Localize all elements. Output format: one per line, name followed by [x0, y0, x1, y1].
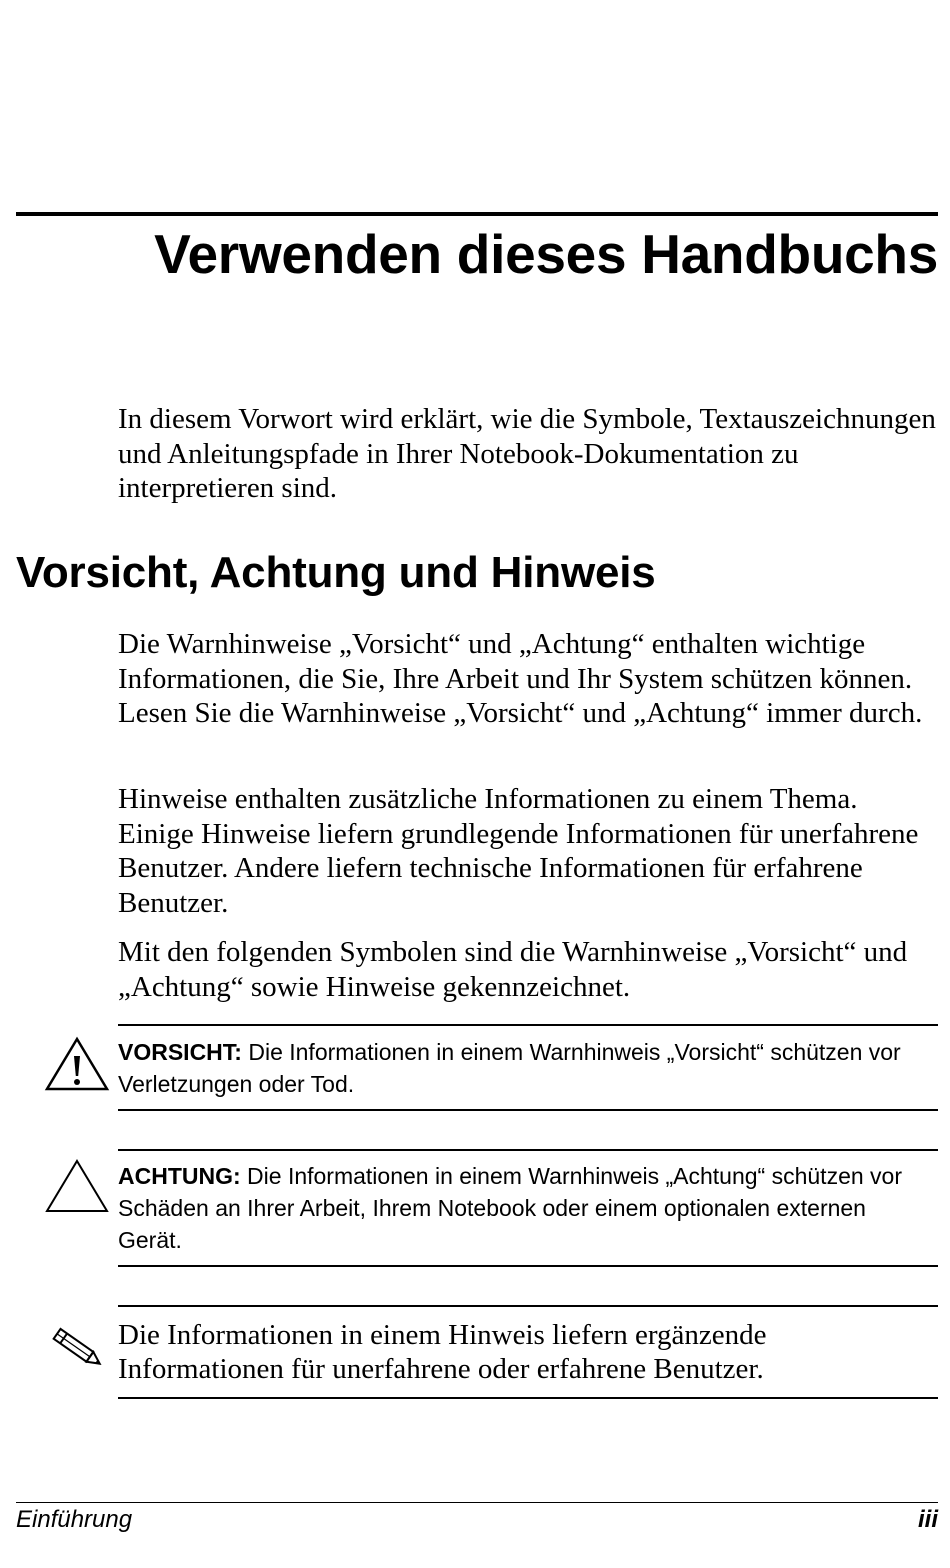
warning-label: VORSICHT: — [118, 1039, 242, 1065]
caution-body: Die Informationen in einem Warnhinweis „Achtung“ schützen vor Schäden an Ihrer Arbeit, Ihrem Notebook oder einem optionalen externen Gerät. — [118, 1163, 902, 1253]
pencil-note-icon — [46, 1322, 108, 1376]
warning-exclamation-triangle-icon — [44, 1036, 110, 1092]
warning-body: Die Informationen in einem Warnhinweis „Vorsicht“ schützen vor Verletzungen oder Tod. — [118, 1039, 901, 1097]
notice-rule — [118, 1149, 938, 1151]
notice-rule — [118, 1397, 938, 1399]
footer-rule — [16, 1502, 938, 1503]
note-text: Die Informationen in einem Hinweis liefern ergänzende Informationen für unerfahrene oder erfahrene Benutzer. — [118, 1319, 767, 1385]
intro-paragraph: In diesem Vorwort wird erklärt, wie die Symbole, Textauszeichnungen und Anleitungspfade in Ihrer Notebook-Dokumentation zu interpretieren sind. — [118, 403, 936, 504]
chapter-top-rule — [16, 212, 938, 216]
notice-rule — [118, 1109, 938, 1111]
notice-rule — [118, 1024, 938, 1026]
chapter-title: Verwenden dieses Handbuchs — [154, 223, 938, 285]
notice-rule — [118, 1305, 938, 1307]
body-paragraph: Die Warnhinweise „Vorsicht“ und „Achtung“ enthalten wichtige Informationen, die Sie, Ihre Arbeit und Ihr System schützen können. Lesen Sie die Warnhinweise „Vorsicht“ und „Achtung“ immer durch. — [118, 628, 923, 729]
footer-chapter-name: Einführung — [16, 1506, 133, 1533]
body-paragraph: Hinweise enthalten zusätzliche Informationen zu einem Thema. Einige Hinweise liefern grundlegende Informationen für unerfahrene Benutzer. Andere liefern technische Informationen für erfahrene Benutzer. — [118, 783, 919, 919]
page-number: iii — [917, 1506, 938, 1533]
warning-notice-text — [118, 1036, 936, 1100]
caution-label: ACHTUNG: — [118, 1163, 241, 1189]
notice-rule — [118, 1265, 938, 1267]
caution-triangle-icon — [44, 1158, 110, 1214]
section-heading: Vorsicht, Achtung und Hinweis — [16, 548, 656, 597]
body-paragraph: Mit den folgenden Symbolen sind die Warnhinweise „Vorsicht“ und „Achtung“ sowie Hinweise gekennzeichnet. — [118, 936, 908, 1003]
caution-notice-text — [118, 1160, 936, 1256]
